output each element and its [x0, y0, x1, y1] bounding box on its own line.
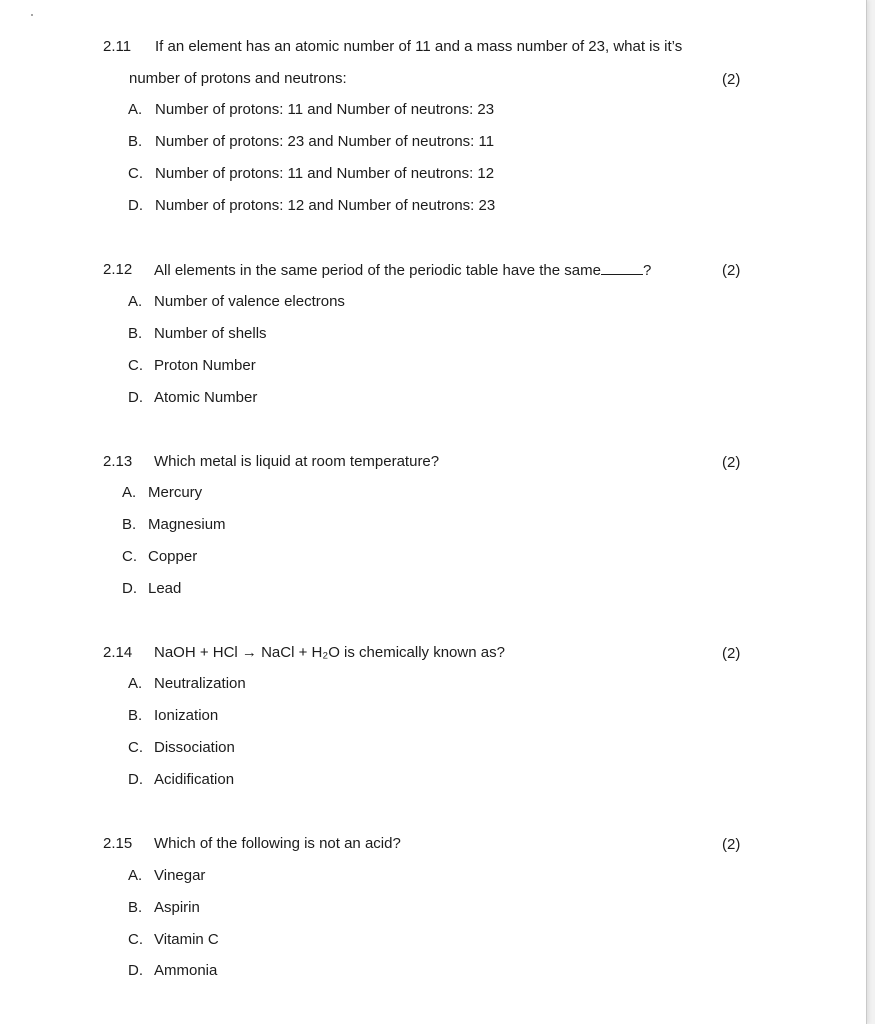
option-text: Copper — [148, 548, 198, 565]
question-text: If an element has an atomic number of 11 and a mass number of 23, what is it’s — [155, 38, 683, 55]
scan-speck — [31, 14, 33, 16]
option-text: Proton Number — [154, 357, 256, 374]
option-text: Neutralization — [154, 675, 246, 692]
question-number: 2.11 — [103, 38, 132, 55]
option-letter: C. — [122, 548, 137, 565]
question-text-continued: number of protons and neutrons: — [129, 70, 347, 87]
option-text: Number of protons: 23 and Number of neutrons: 11 — [155, 133, 495, 150]
question-text: NaOH + HCl → NaCl + H₂O is chemically known as? — [154, 644, 505, 661]
option-letter: D. — [128, 197, 143, 214]
question-marks: (2) — [722, 836, 741, 853]
option-letter: B. — [128, 707, 143, 724]
question-marks: (2) — [722, 71, 741, 88]
option-text: Number of protons: 12 and Number of neutrons: 23 — [155, 197, 496, 214]
option-letter: A. — [128, 293, 143, 310]
question-text: All elements in the same period of the periodic table have the same — [154, 262, 601, 279]
option-letter: D. — [122, 580, 137, 597]
option-letter: D. — [128, 962, 143, 979]
option-letter: C. — [128, 165, 143, 182]
option-text: Number of protons: 11 and Number of neutrons: 12 — [155, 165, 495, 182]
question-text: Which of the following is not an acid? — [154, 835, 401, 852]
option-text: Atomic Number — [154, 389, 258, 406]
question-marks: (2) — [722, 262, 741, 279]
question-number: 2.13 — [103, 453, 133, 470]
question-number: 2.15 — [103, 835, 133, 852]
option-letter: A. — [128, 867, 143, 884]
question-number: 2.14 — [103, 644, 133, 661]
option-letter: D. — [128, 389, 143, 406]
option-letter: B. — [128, 899, 143, 916]
option-text: Magnesium — [148, 516, 226, 533]
option-letter: A. — [128, 675, 143, 692]
option-text: Number of valence electrons — [154, 293, 345, 310]
option-text: Vitamin C — [154, 931, 219, 948]
option-letter: A. — [122, 484, 137, 501]
option-text: Vinegar — [154, 867, 206, 884]
option-text: Dissociation — [154, 739, 235, 756]
option-letter: C. — [128, 931, 143, 948]
answer-blank — [601, 260, 643, 275]
option-text: Mercury — [148, 484, 203, 501]
option-letter: D. — [128, 771, 143, 788]
option-letter: B. — [122, 516, 137, 533]
option-text: Number of shells — [154, 325, 267, 342]
option-letter: B. — [128, 325, 143, 342]
question-text-with-blank — [154, 260, 651, 281]
question-marks: (2) — [722, 454, 741, 471]
option-letter: A. — [128, 101, 143, 118]
option-letter: C. — [128, 357, 143, 374]
option-text: Lead — [148, 580, 182, 597]
question-marks: (2) — [722, 645, 741, 662]
option-text: Ionization — [154, 707, 219, 724]
question-text-end: ? — [642, 262, 652, 279]
option-text: Acidification — [154, 771, 235, 788]
option-text: Number of protons: 11 and Number of neutrons: 23 — [155, 101, 495, 118]
question-number: 2.12 — [103, 261, 133, 278]
question-text: Which metal is liquid at room temperature? — [154, 453, 440, 470]
option-letter: C. — [128, 739, 143, 756]
option-text: Aspirin — [154, 899, 200, 916]
option-letter: B. — [128, 133, 143, 150]
option-text: Ammonia — [154, 962, 218, 979]
